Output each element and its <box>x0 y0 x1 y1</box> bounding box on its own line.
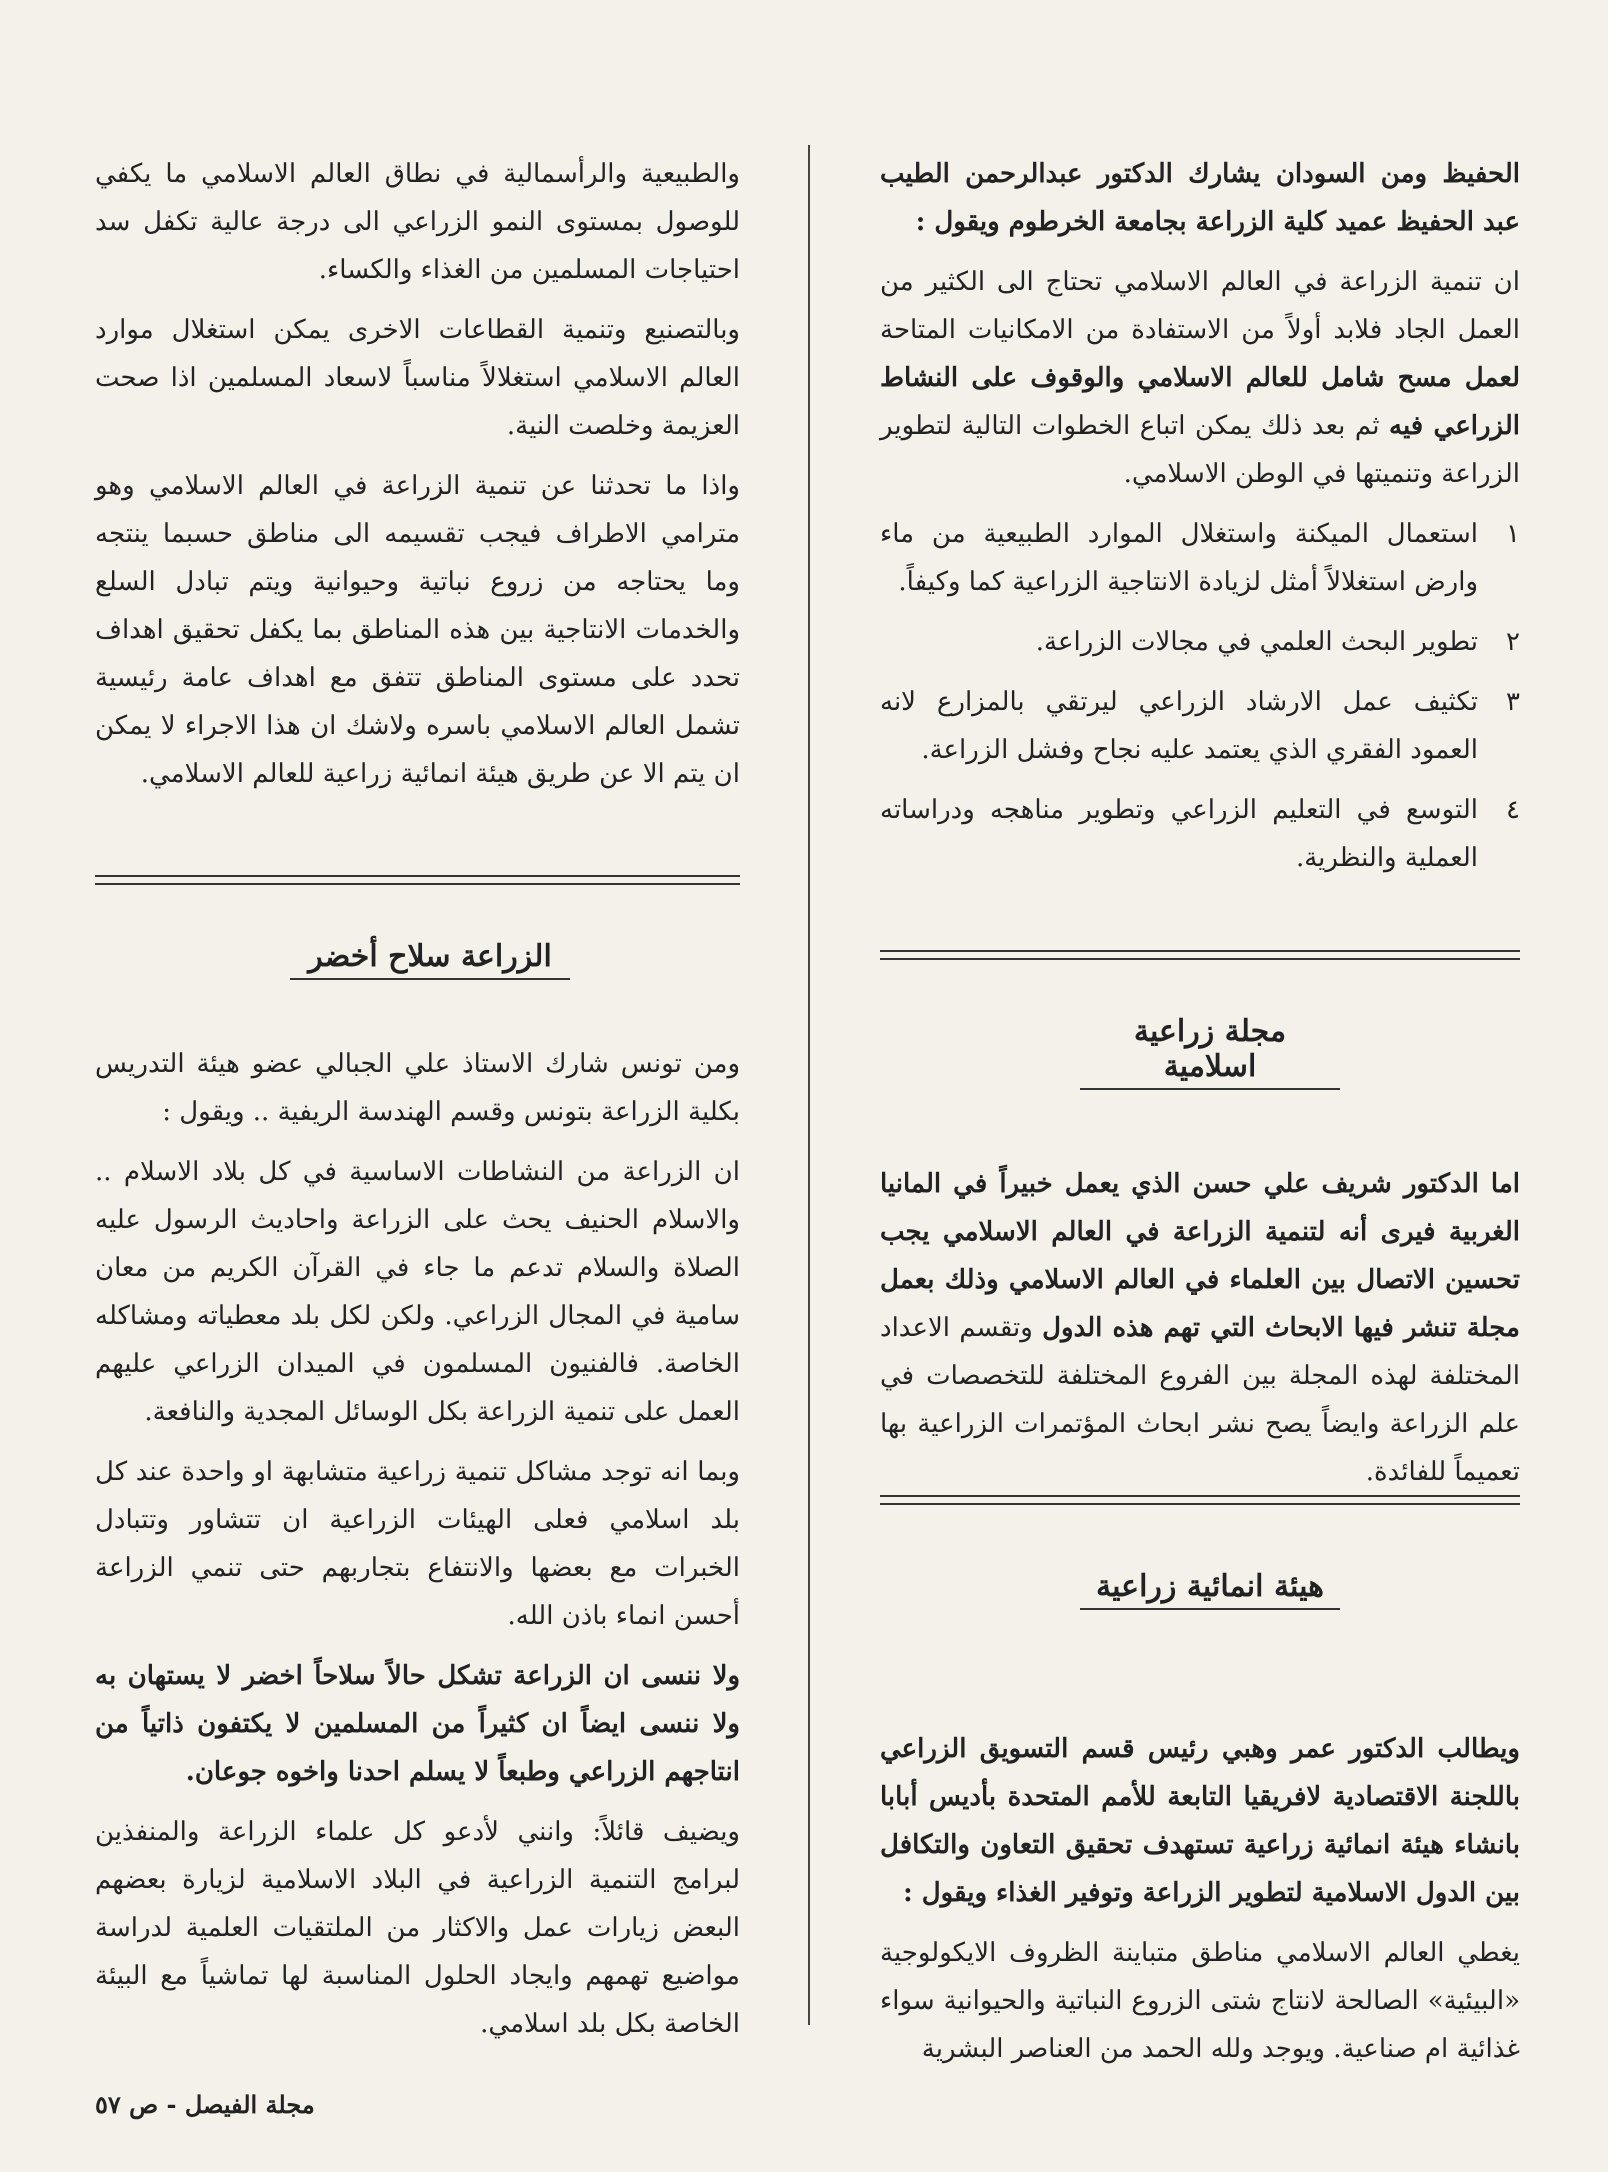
section-divider <box>880 1503 1520 1505</box>
paragraph: ويضيف قائلاً: وانني لأدعو كل علماء الزراعة والمنفذين لبرامج التنمية الزراعية في البلاد الاسلامية لزيارة بعضهم البعض زيارات عمل والاكثار من الملتقيات العلمية لدراسة مواضيع تهمهم وايجاد الحلول المناسبة لها تماشياً مع البيئة الخاصة بكل بلد اسلامي. <box>95 1817 740 2039</box>
paragraph: والطبيعية والرأسمالية في نطاق العالم الاسلامي ما يكفي للوصول بمستوى النمو الزراعي الى درجة عالية تكفل سد احتياجات المسلمين من الغذاء والكساء. <box>95 159 740 285</box>
paragraph: ان الزراعة من النشاطات الاساسية في كل بلاد الاسلام .. والاسلام الحنيف يحث على الزراعة واحاديث الرسول عليه الصلاة والسلام تدعم ما جاء في القرآن الكريم من معان سامية في المجال الزراعي. ولكن لكل بلد معطياته ومشاكله الخاصة. فالفنيون المسلمون في الميدان الزراعي عليهم العمل على تنمية الزراعة بكل الوسائل المجدية والنافعة. <box>95 1157 740 1427</box>
list-item <box>880 678 1520 774</box>
paragraph: وبالتصنيع وتنمية القطاعات الاخرى يمكن استغلال موارد العالم الاسلامي استغلالاً مناسباً لاسعاد المسلمين اذا صحت العزيمة وخلصت النية. <box>95 315 740 441</box>
list-item <box>880 618 1520 666</box>
intro-paragraph: الحفيظ ومن السودان يشارك الدكتور عبدالرحمن الطيب عبد الحفيظ عميد كلية الزراعة بجامعة الخرطوم ويقول : <box>880 159 1520 237</box>
steps-list <box>880 510 1520 882</box>
section-heading-magazine: مجلة زراعية اسلامية <box>1080 1010 1340 1090</box>
page-footer: مجلة الفيصل - ص ٥٧ <box>95 2090 315 2119</box>
magazine-section <box>880 1160 1520 1508</box>
list-number: ١ <box>1506 519 1520 549</box>
section-divider <box>95 875 740 877</box>
bold-paragraph: ولا ننسى ان الزراعة تشكل حالاً سلاحاً اخضر لا يستهان به ولا ننسى ايضاً ان كثيراً من المسلمين لا يكتفون ذاتياً من انتاجهم الزراعي وطبعاً لا يسلم احدنا واخوه جوعان. <box>95 1661 740 1787</box>
list-number: ٢ <box>1506 627 1520 657</box>
intro-bold-text: لعمل مسح شامل للعالم الاسلامي والوقوف على النشاط الزراعي فيه <box>880 363 1520 441</box>
green-weapon-section <box>95 1040 740 2060</box>
magazine-bold-text: اما الدكتور شريف علي حسن الذي يعمل خبيراً في المانيا الغربية فيرى أنه لتنمية الزراعة في العالم الاسلامي يجب تحسين الاتصال بين العلماء في العالم الاسلامي وذلك بعمل مجلة تنشر فيها الابحاث التي تهم هذه الدول <box>880 1169 1520 1343</box>
intro-paragraph-2 <box>880 258 1520 498</box>
body-section <box>880 1725 1520 2085</box>
list-text: التوسع في التعليم الزراعي وتطوير مناهجه ودراساته العملية والنظرية. <box>880 795 1478 873</box>
paragraph: واذا ما تحدثنا عن تنمية الزراعة في العالم الاسلامي وهو مترامي الاطراف فيجب تقسيمه الى مناطق حسبما ينتجه وما يحتاجه من زروع نباتية وحيوانية ويتم تبادل السلع والخدمات الانتاجية بين هذه المناطق بما يكفل تحقيق اهداف تحدد على مستوى المناطق تتفق مع اهداف عامة رئيسية تشمل العالم الاسلامي باسره ولاشك ان هذا الاجراء لا يمكن ان يتم الا عن طريق هيئة انمائية زراعية للعالم الاسلامي. <box>95 471 741 789</box>
magazine-paragraph <box>880 1160 1520 1496</box>
intro-text: ان تنمية الزراعة في العالم الاسلامي تحتاج الى الكثير من العمل الجاد فلابد أولاً من الاستفادة من الامكانيات المتاحة <box>880 267 1520 345</box>
list-text: تطوير البحث العلمي في مجالات الزراعة. <box>1035 627 1478 657</box>
section-divider <box>95 883 740 885</box>
body-bold-paragraph: ويطالب الدكتور عمر وهبي رئيس قسم التسويق الزراعي باللجنة الاقتصادية لافريقيا التابعة للأمم المتحدة بأديس أبابا بانشاء هيئة انمائية زراعية تستهدف تحقيق التعاون والتكافل بين الدول الاسلامية لتطوير الزراعة وتوفير الغذاء ويقول : <box>880 1734 1520 1908</box>
section-divider <box>880 950 1520 952</box>
column-divider <box>808 145 810 2025</box>
section-divider <box>880 1495 1520 1497</box>
intro-end-text: ثم بعد ذلك يمكن اتباع الخطوات التالية لتطوير الزراعة وتنميتها في الوطن الاسلامي. <box>880 411 1520 489</box>
paragraph: وبما انه توجد مشاكل تنمية زراعية متشابهة او واحدة عند كل بلد اسلامي فعلى الهيئات الزراعية ان تتشاور وتتبادل الخبرات مع بعضها والانتفاع بتجاربهم حتى تنمي الزراعة أحسن انماء باذن الله. <box>95 1457 740 1631</box>
body-paragraph: يغطي العالم الاسلامي مناطق متباينة الظروف الايكولوجية «البيئية» الصالحة لانتاج شتى الزروع النباتية والحيوانية سواء غذائية ام صناعية. ويوجد ولله الحمد من العناصر البشرية <box>880 1938 1520 2064</box>
section-heading-body: هيئة انمائية زراعية <box>1080 1565 1340 1610</box>
left-column <box>95 150 740 810</box>
list-item <box>880 786 1520 882</box>
paragraph: ومن تونس شارك الاستاذ علي الجبالي عضو هيئة التدريس بكلية الزراعة بتونس وقسم الهندسة الريفية .. ويقول : <box>95 1049 740 1127</box>
magazine-text: وتقسم الاعداد المختلفة لهذه المجلة بين الفروع المختلفة للتخصصات في علم الزراعة وايضاً يصح نشر ابحاث المؤتمرات الزراعية بها تعميماً للفائدة. <box>880 1313 1520 1487</box>
list-number: ٣ <box>1506 687 1520 717</box>
section-heading-green-weapon: الزراعة سلاح أخضر <box>290 935 570 980</box>
list-text: استعمال الميكنة واستغلال الموارد الطبيعية من ماء وارض استغلالاً أمثل لزيادة الانتاجية الزراعية كما وكيفاً. <box>880 519 1478 597</box>
section-divider <box>880 958 1520 960</box>
list-number: ٤ <box>1506 795 1520 825</box>
list-text: تكثيف عمل الارشاد الزراعي ليرتقي بالمزارع لانه العمود الفقري الذي يعتمد عليه نجاح وفشل الزراعة. <box>880 687 1478 765</box>
right-column <box>880 150 1520 894</box>
list-item <box>880 510 1520 606</box>
